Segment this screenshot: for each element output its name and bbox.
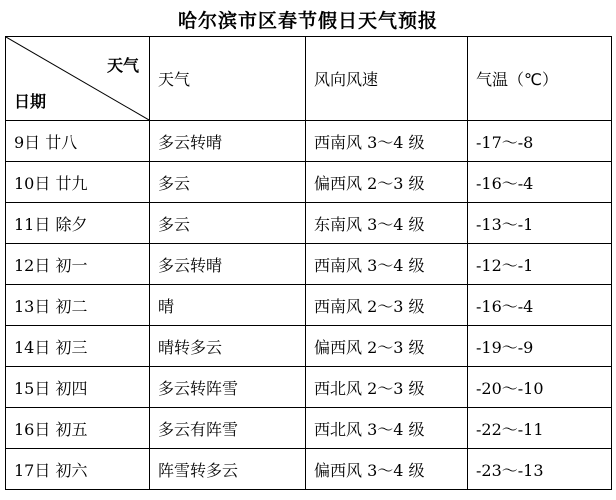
column-header-temperature: 气温（℃） — [468, 37, 612, 121]
date-cell: 15日 初四 — [6, 367, 150, 408]
table-row — [6, 244, 612, 285]
table-row — [6, 408, 612, 449]
weather-cell: 多云 — [150, 203, 306, 244]
weather-cell: 多云转晴 — [150, 121, 306, 162]
weather-cell: 多云 — [150, 162, 306, 203]
temperature-cell: -23～-13 — [468, 449, 612, 490]
table-row — [6, 162, 612, 203]
page-title: 哈尔滨市区春节假日天气预报 — [177, 10, 438, 32]
temperature-cell: -13～-1 — [468, 203, 612, 244]
date-cell: 13日 初二 — [6, 285, 150, 326]
temperature-cell: -17～-8 — [468, 121, 612, 162]
temperature-cell: -16～-4 — [468, 285, 612, 326]
date-cell: 12日 初一 — [6, 244, 150, 285]
column-header-weather: 天气 — [150, 37, 306, 121]
date-cell: 17日 初六 — [6, 449, 150, 490]
date-cell: 10日 廿九 — [6, 162, 150, 203]
temperature-cell: -12～-1 — [468, 244, 612, 285]
table-row — [6, 449, 612, 490]
wind-cell: 西南风 3～4 级 — [306, 244, 468, 285]
wind-cell: 偏西风 3～4 级 — [306, 449, 468, 490]
temperature-cell: -20～-10 — [468, 367, 612, 408]
header-row — [6, 37, 612, 121]
temperature-cell: -16～-4 — [468, 162, 612, 203]
weather-forecast-table — [5, 36, 612, 490]
date-cell: 16日 初五 — [6, 408, 150, 449]
weather-cell: 多云转晴 — [150, 244, 306, 285]
wind-cell: 西南风 3～4 级 — [306, 121, 468, 162]
weather-cell: 多云有阵雪 — [150, 408, 306, 449]
table-row — [6, 367, 612, 408]
wind-cell: 西北风 2～3 级 — [306, 367, 468, 408]
wind-cell: 西北风 3～4 级 — [306, 408, 468, 449]
wind-cell: 偏西风 2～3 级 — [306, 162, 468, 203]
column-header-wind: 风向风速 — [306, 37, 468, 121]
date-cell: 14日 初三 — [6, 326, 150, 367]
corner-label-weather: 天气 — [106, 56, 139, 75]
table-row — [6, 203, 612, 244]
weather-cell: 多云转阵雪 — [150, 367, 306, 408]
table-row — [6, 121, 612, 162]
wind-cell: 西南风 2～3 级 — [306, 285, 468, 326]
wind-cell: 偏西风 2～3 级 — [306, 326, 468, 367]
weather-cell: 阵雪转多云 — [150, 449, 306, 490]
diagonal-header-cell — [6, 37, 150, 121]
weather-cell: 晴 — [150, 285, 306, 326]
weather-cell: 晴转多云 — [150, 326, 306, 367]
date-cell: 11日 除夕 — [6, 203, 150, 244]
wind-cell: 东南风 3～4 级 — [306, 203, 468, 244]
temperature-cell: -22～-11 — [468, 408, 612, 449]
temperature-cell: -19～-9 — [468, 326, 612, 367]
corner-label-date: 日期 — [14, 92, 47, 111]
table-row — [6, 326, 612, 367]
date-cell: 9日 廿八 — [6, 121, 150, 162]
table-row — [6, 285, 612, 326]
